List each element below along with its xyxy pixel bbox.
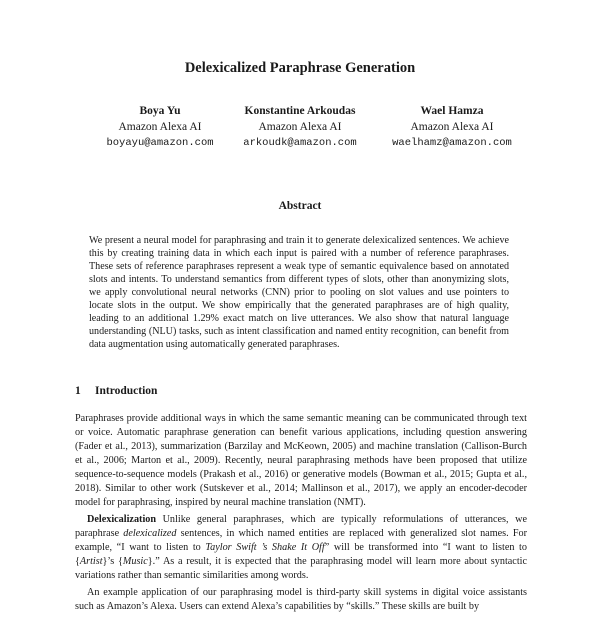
introduction-body: [75, 412, 527, 617]
author-email: arkoudk@amazon.com: [243, 137, 357, 149]
author-email: waelhamz@amazon.com: [392, 137, 512, 149]
author-name: Boya Yu: [139, 105, 181, 117]
runin-heading: Delexicalization: [87, 514, 157, 525]
abstract-heading: Abstract: [278, 200, 322, 212]
author-name: Wael Hamza: [420, 105, 484, 117]
author-affiliation: Amazon Alexa AI: [258, 121, 342, 133]
section-heading: [75, 385, 157, 397]
paragraph-3: An example application of our paraphrasing model is third-party skill systems in digital voice assistants such as Amazon’s Alexa. Users can extend Alexa’s capabilities by “skills.” These skills are built by: [75, 587, 527, 612]
author-affiliation: Amazon Alexa AI: [118, 121, 202, 133]
paragraph-2: Delexicalization Unlike general paraphrases, which are typically reformulations of utterances, we paraphrase delexicalized sentences, in which named entities are replaced with generalized slot names. For example, “I want to listen to Taylor Swift ’s Shake It Off” will be transformed into “I want to listen to {Artist}’s {Music}.” As a result, it is expected that the paraphrasing model will learn more about syntactic variations rather than semantic similarities among words.: [75, 514, 528, 581]
author-email: boyayu@amazon.com: [106, 137, 214, 149]
paper-title: Delexicalized Paraphrase Generation: [184, 60, 416, 76]
author-affiliation: Amazon Alexa AI: [410, 121, 494, 133]
author-name: Konstantine Arkoudas: [244, 105, 356, 117]
section-title: Introduction: [95, 385, 158, 397]
section-number: 1: [75, 385, 81, 397]
author-3: [362, 103, 542, 151]
abstract-text: We present a neural model for paraphrasing and train it to generate delexicalized sentences. We achieve this by creating training data in which each input is paired with a number of reference paraphrases. These sets of reference paraphrases represent a weak type of semantic equivalence based on annotated slots and intents. To understand semantics from different types of slots, other than anonymizing slots, we apply convolutional neural networks (CNN) prior to pooling on slot values and use pointers to locate slots in the output. We show empirically that the generated paraphrases are of high quality, leading to an additional 1.29% exact match on live utterances. We also show that natural language understanding (NLU) tasks, such as intent classification and named entity recognition, can benefit from data augmentation using automatically generated paraphrases.: [89, 235, 509, 350]
paragraph-1: Paraphrases provide additional ways in which the same semantic meaning can be communicated through text or voice. Automatic paraphrase generation can benefit various applications, including question answering (Fader et al., 2013), summarization (Barzilay and McKeown, 2005) and machine translation (Callison-Burch et al., 2006; Marton et al., 2009). Recently, neural paraphrasing methods have been proposed that utilize sequence-to-sequence models (Prakash et al., 2016) or generative models (Bowman et al., 2015; Gupta et al., 2018). Similar to other work (Sutskever et al., 2014; Mallinson et al., 2017), we apply an encoder-decoder model for paraphrasing, inspired by neural machine translation (NMT).: [75, 413, 527, 508]
